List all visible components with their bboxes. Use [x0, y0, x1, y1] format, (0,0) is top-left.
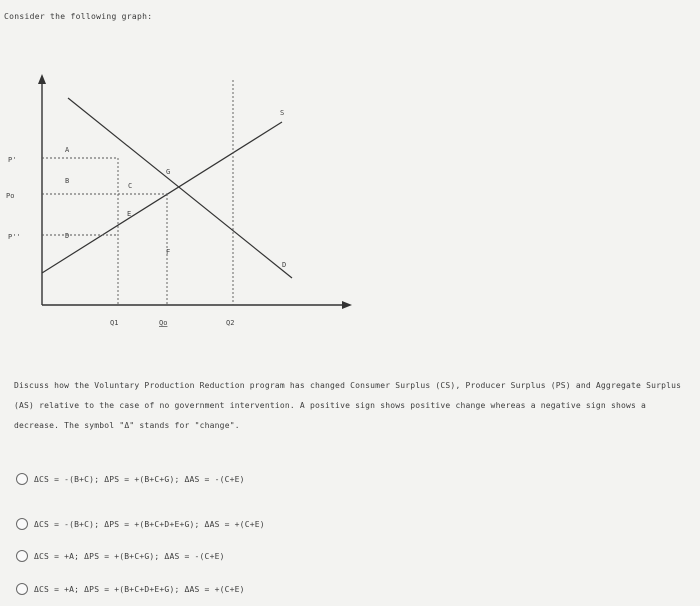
area-label-e: E — [127, 210, 132, 218]
answer-option-3[interactable] — [16, 550, 225, 562]
radio-button-icon[interactable] — [16, 473, 28, 485]
radio-button-icon[interactable] — [16, 518, 28, 530]
question-paragraph: Discuss how the Voluntary Production Reduction program has changed Consumer Surplus (CS), Producer Surplus (PS) and Aggregate Surplus (AS) relative to the case of no government intervention. A positive sign shows positive change whereas a negative sign shows a decrease. The symbol "Δ" stands for "change". — [14, 381, 682, 430]
supply-demand-graph — [0, 60, 380, 345]
area-label-a: A — [65, 146, 70, 154]
answer-option-1[interactable] — [16, 473, 245, 485]
label-supply: S — [280, 109, 285, 117]
label-p-double-prime: P'' — [8, 233, 21, 241]
area-label-f: F — [166, 248, 171, 256]
radio-button-icon[interactable] — [16, 583, 28, 595]
area-label-d: D — [65, 232, 70, 240]
radio-button-icon[interactable] — [16, 550, 28, 562]
supply-curve — [42, 122, 282, 273]
answer-option-2[interactable] — [16, 518, 265, 530]
label-q2: Q2 — [226, 319, 235, 327]
answer-option-4[interactable] — [16, 583, 245, 595]
answer-option-text: ΔCS = -(B+C); ΔPS = +(B+C+D+E+G); ΔAS = +(C+E) — [34, 519, 265, 529]
answer-option-text: ΔCS = -(B+C); ΔPS = +(B+C+G); ΔAS = -(C+E) — [34, 474, 245, 484]
answer-option-text: ΔCS = +A; ΔPS = +(B+C+G); ΔAS = -(C+E) — [34, 551, 225, 561]
label-q1: Q1 — [110, 319, 119, 327]
label-p-prime: P' — [8, 156, 17, 164]
label-qo: Qo — [159, 319, 168, 327]
y-axis-arrow — [38, 74, 46, 84]
answer-option-text: ΔCS = +A; ΔPS = +(B+C+D+E+G); ΔAS = +(C+E) — [34, 584, 245, 594]
area-label-c: C — [128, 182, 133, 190]
label-demand: D — [282, 261, 287, 269]
question-prompt: Consider the following graph: — [4, 12, 153, 21]
area-label-b: B — [65, 177, 70, 185]
x-axis-arrow — [342, 301, 352, 309]
label-po: Po — [6, 192, 15, 200]
area-label-g: G — [166, 168, 171, 176]
demand-curve — [68, 98, 292, 278]
